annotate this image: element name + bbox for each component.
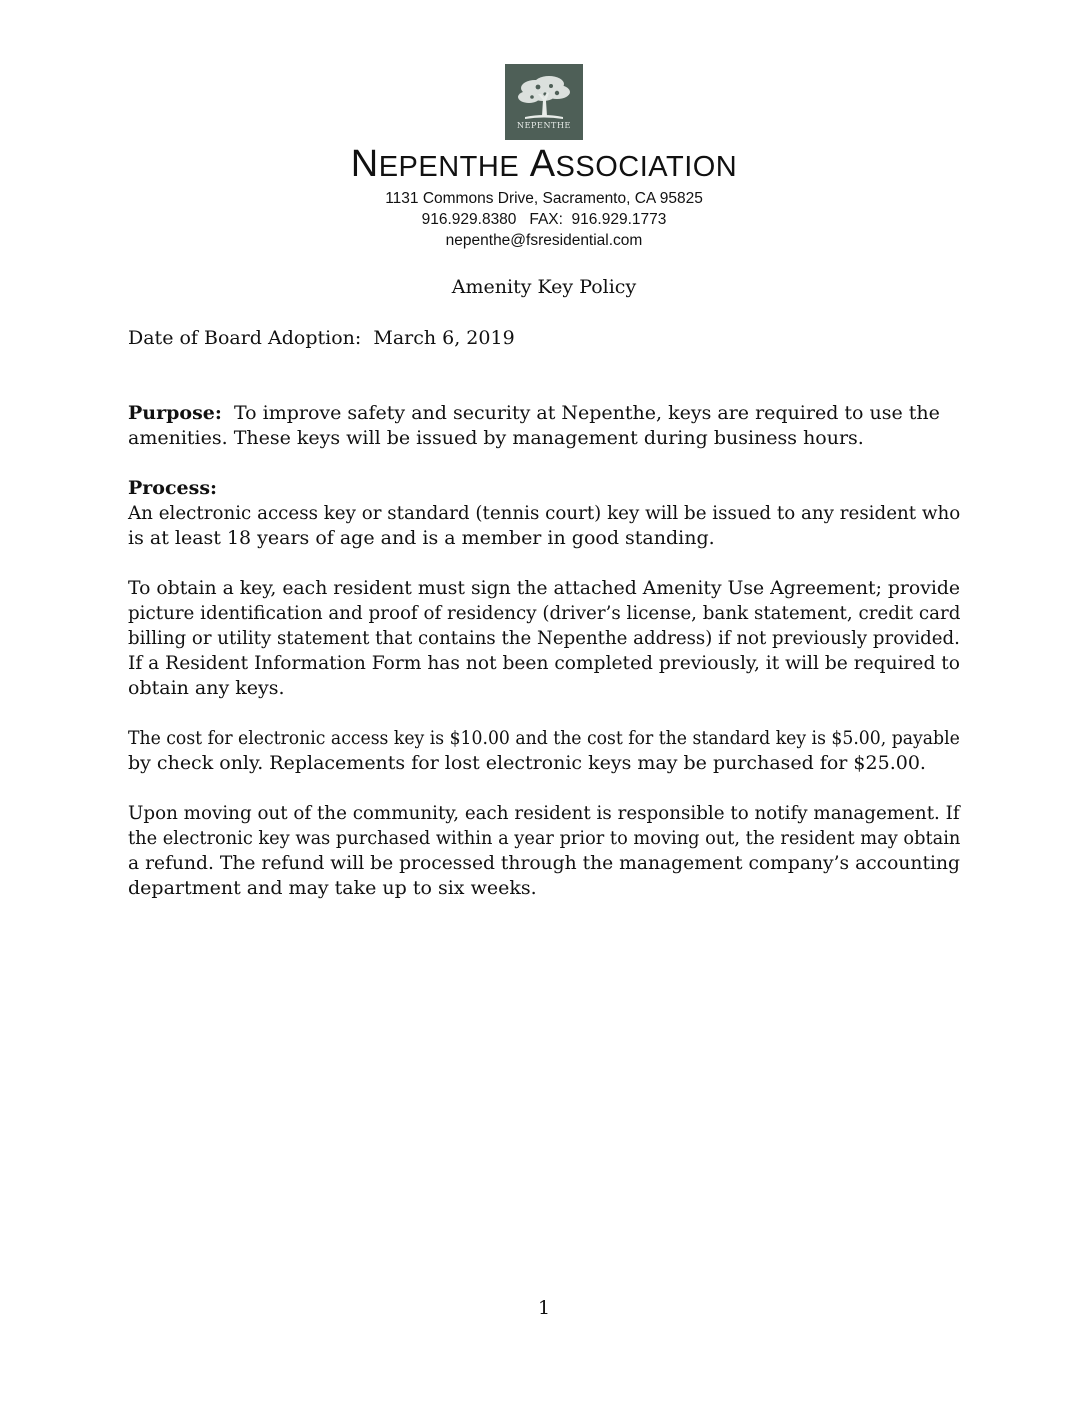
tree-logo-icon <box>505 64 583 140</box>
phone-fax-line: 916.929.8380 FAX: 916.929.1773 <box>421 211 667 228</box>
page-number: 1 <box>537 1297 551 1319</box>
paragraph-line: If a Resident Information Form has not been completed previously, it will be required to <box>128 652 960 674</box>
process-label: Process: <box>128 477 218 499</box>
paragraph-line: department and may take up to six weeks. <box>128 877 537 899</box>
logo-text: NEPENTHE <box>516 121 571 130</box>
purpose-line: amenities. These keys will be issued by management during business hours. <box>128 427 864 449</box>
purpose-paragraph <box>128 401 960 451</box>
paragraph-line: An electronic access key or standard (tennis court) key will be issued to any resident who <box>128 502 961 524</box>
paragraph-line: billing or utility statement that contains the Nepenthe address) if not previously provided. <box>128 627 960 649</box>
paragraph-line: The cost for electronic access key is $10.00 and the cost for the standard key is $5.00, payable <box>128 727 960 749</box>
document-title: Amenity Key Policy <box>451 276 637 298</box>
purpose-line: Purpose: To improve safety and security at Nepenthe, keys are required to use the <box>128 402 940 424</box>
paragraph-line: obtain any keys. <box>128 677 285 699</box>
organization-name: NEPENTHE ASSOCIATION <box>350 143 738 185</box>
paragraph-line: To obtain a key, each resident must sign the attached Amenity Use Agreement; provide <box>128 577 961 599</box>
paragraph-line: the electronic key was purchased within a year prior to moving out, the resident may obtain <box>128 827 961 849</box>
process-paragraph-eligibility <box>128 501 960 551</box>
paragraph-line: is at least 18 years of age and is a member in good standing. <box>128 527 715 549</box>
paragraph-line: picture identification and proof of residency (driver’s license, bank statement, credit card <box>128 602 961 624</box>
paragraph-line: by check only. Replacements for lost electronic keys may be purchased for $25.00. <box>128 752 926 774</box>
process-paragraph-refund <box>128 801 960 901</box>
adoption-date: Date of Board Adoption: March 6, 2019 <box>128 327 515 349</box>
address-line: 1131 Commons Drive, Sacramento, CA 95825 <box>385 190 703 207</box>
paragraph-line: Upon moving out of the community, each resident is responsible to notify management. If <box>128 802 960 824</box>
process-paragraph-cost <box>128 726 960 776</box>
email-line: nepenthe@fsresidential.com <box>445 232 643 249</box>
purpose-label: Purpose: <box>128 402 222 424</box>
paragraph-line: a refund. The refund will be processed through the management company’s accounting <box>128 852 960 874</box>
process-paragraph-requirements <box>128 576 960 701</box>
